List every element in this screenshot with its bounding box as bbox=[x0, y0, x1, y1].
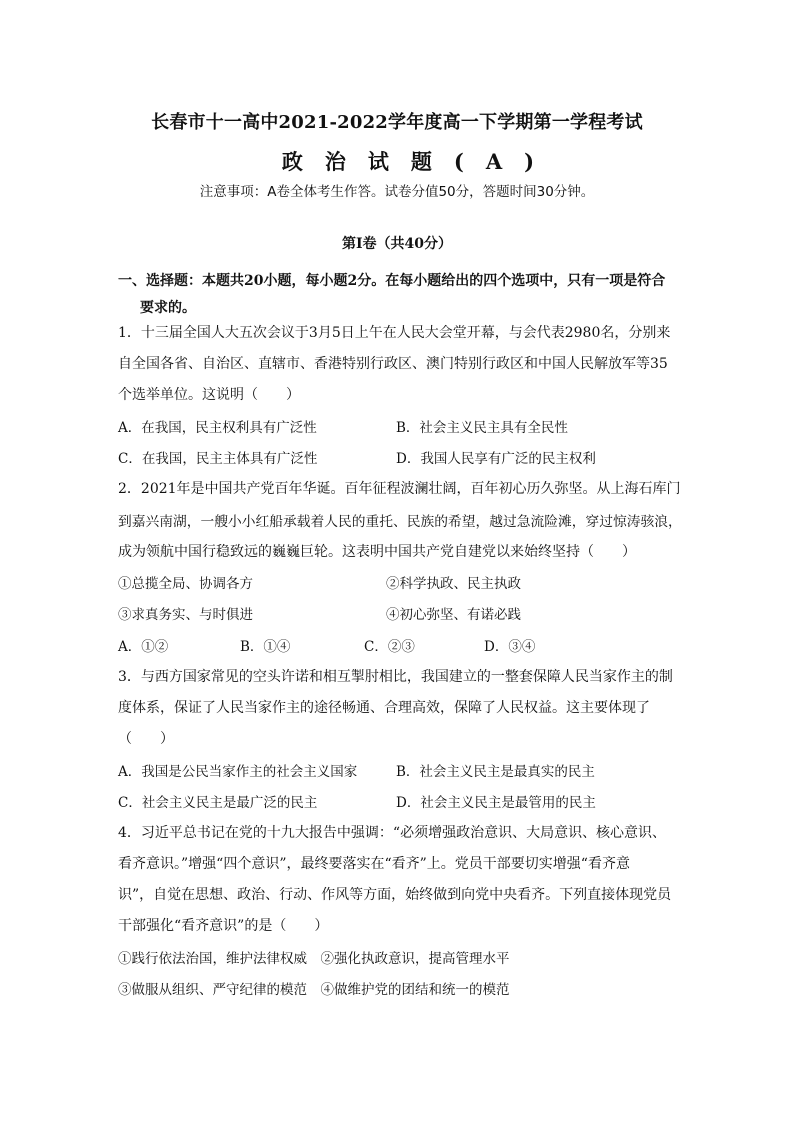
exam-title: 长春市十一高中2021-2022学年度高一下学期第一学程考试 bbox=[151, 112, 643, 133]
q1-stem-line2: 自全国各省、自治区、直辖市、香港特别行政区、澳门特别行政区和中国人民解放军等35 bbox=[118, 356, 668, 372]
q3-option-d: D．社会主义民主是最管用的民主 bbox=[396, 795, 596, 811]
exam-notice: 注意事项：A卷全体考生作答。试卷分值50分，答题时间30分钟。 bbox=[199, 184, 595, 200]
q1-stem-line1: 1．十三届全国人大五次会议于3月5日上午在人民大会堂开幕，与会代表2980名，分别来 bbox=[118, 325, 671, 341]
q2-stem-line2: 到嘉兴南湖，一艘小小红船承载着人民的重托、民族的希望，越过急流险滩，穿过惊涛骇浪， bbox=[118, 514, 682, 530]
q2-option-b: B．①④ bbox=[240, 639, 291, 655]
q4-statements-1-2: ①践行依法治国，维护法律权威 ②强化执政意识，提高管理水平 bbox=[118, 951, 510, 967]
part1-intro-line2: 要求的。 bbox=[140, 300, 196, 316]
q3-option-c: C．社会主义民主是最广泛的民主 bbox=[118, 795, 318, 811]
q2-option-d: D．③④ bbox=[484, 639, 536, 655]
q1-option-b: B．社会主义民主具有全民性 bbox=[396, 420, 568, 436]
part1-intro-line1: 一、选择题：本题共20小题，每小题2分。在每小题给出的四个选项中，只有一项是符合 bbox=[118, 273, 666, 289]
q3-option-a: A．我国是公民当家作主的社会主义国家 bbox=[118, 764, 358, 780]
q2-option-c: C．②③ bbox=[364, 639, 415, 655]
q2-stem-line1: 2．2021年是中国共产党百年华诞。百年征程波澜壮阔，百年初心历久弥坚。从上海石库门 bbox=[118, 481, 681, 497]
q3-stem-line2: 度体系，保证了人民当家作主的途径畅通、合理高效，保障了人民权益。这主要体现了 bbox=[118, 700, 650, 716]
q4-stem-line4: 干部强化“看齐意识”的是（ ） bbox=[118, 918, 329, 934]
q2-stem-line3: 成为领航中国行稳致远的巍巍巨轮。这表明中国共产党自建党以来始终坚持（ ） bbox=[118, 544, 636, 560]
q2-statement-1: ①总揽全局、协调各方 bbox=[118, 576, 253, 592]
q1-option-d: D．我国人民享有广泛的民主权利 bbox=[396, 451, 596, 467]
q2-statement-2: ②科学执政、民主执政 bbox=[386, 576, 521, 592]
q2-option-a: A．①② bbox=[118, 639, 169, 655]
q4-stem-line2: 看齐意识。”增强“四个意识”，最终要落实在“看齐”上。党员干部要切实增强“看齐意 bbox=[118, 856, 630, 872]
q3-option-b: B．社会主义民主是最真实的民主 bbox=[396, 764, 595, 780]
q1-stem-line3: 个选举单位。这说明（ ） bbox=[118, 387, 300, 403]
section-heading: 第Ⅰ卷（共40分） bbox=[341, 236, 453, 252]
q4-stem-line3: 识”，自觉在思想、政治、行动、作风等方面，始终做到向党中央看齐。下列直接体现党员 bbox=[118, 887, 672, 903]
q4-statements-3-4: ③做服从组织、严守纪律的模范 ④做维护党的团结和统一的模范 bbox=[118, 982, 510, 998]
q2-statement-3: ③求真务实、与时俱进 bbox=[118, 607, 253, 623]
q1-option-a: A．在我国，民主权利具有广泛性 bbox=[118, 420, 317, 436]
q1-option-c: C．在我国，民主主体具有广泛性 bbox=[118, 451, 318, 467]
subject-title: 政治试题(A) bbox=[281, 149, 557, 174]
q4-stem-line1: 4．习近平总书记在党的十九大报告中强调：“必须增强政治意识、大局意识、核心意识、 bbox=[118, 825, 667, 841]
q3-stem-line1: 3．与西方国家常见的空头许诺和相互掣肘相比，我国建立的一整套保障人民当家作主的制 bbox=[118, 669, 673, 685]
q3-stem-line3: （ ） bbox=[118, 731, 174, 747]
q2-statement-4: ④初心弥坚、有诺必践 bbox=[386, 607, 521, 623]
